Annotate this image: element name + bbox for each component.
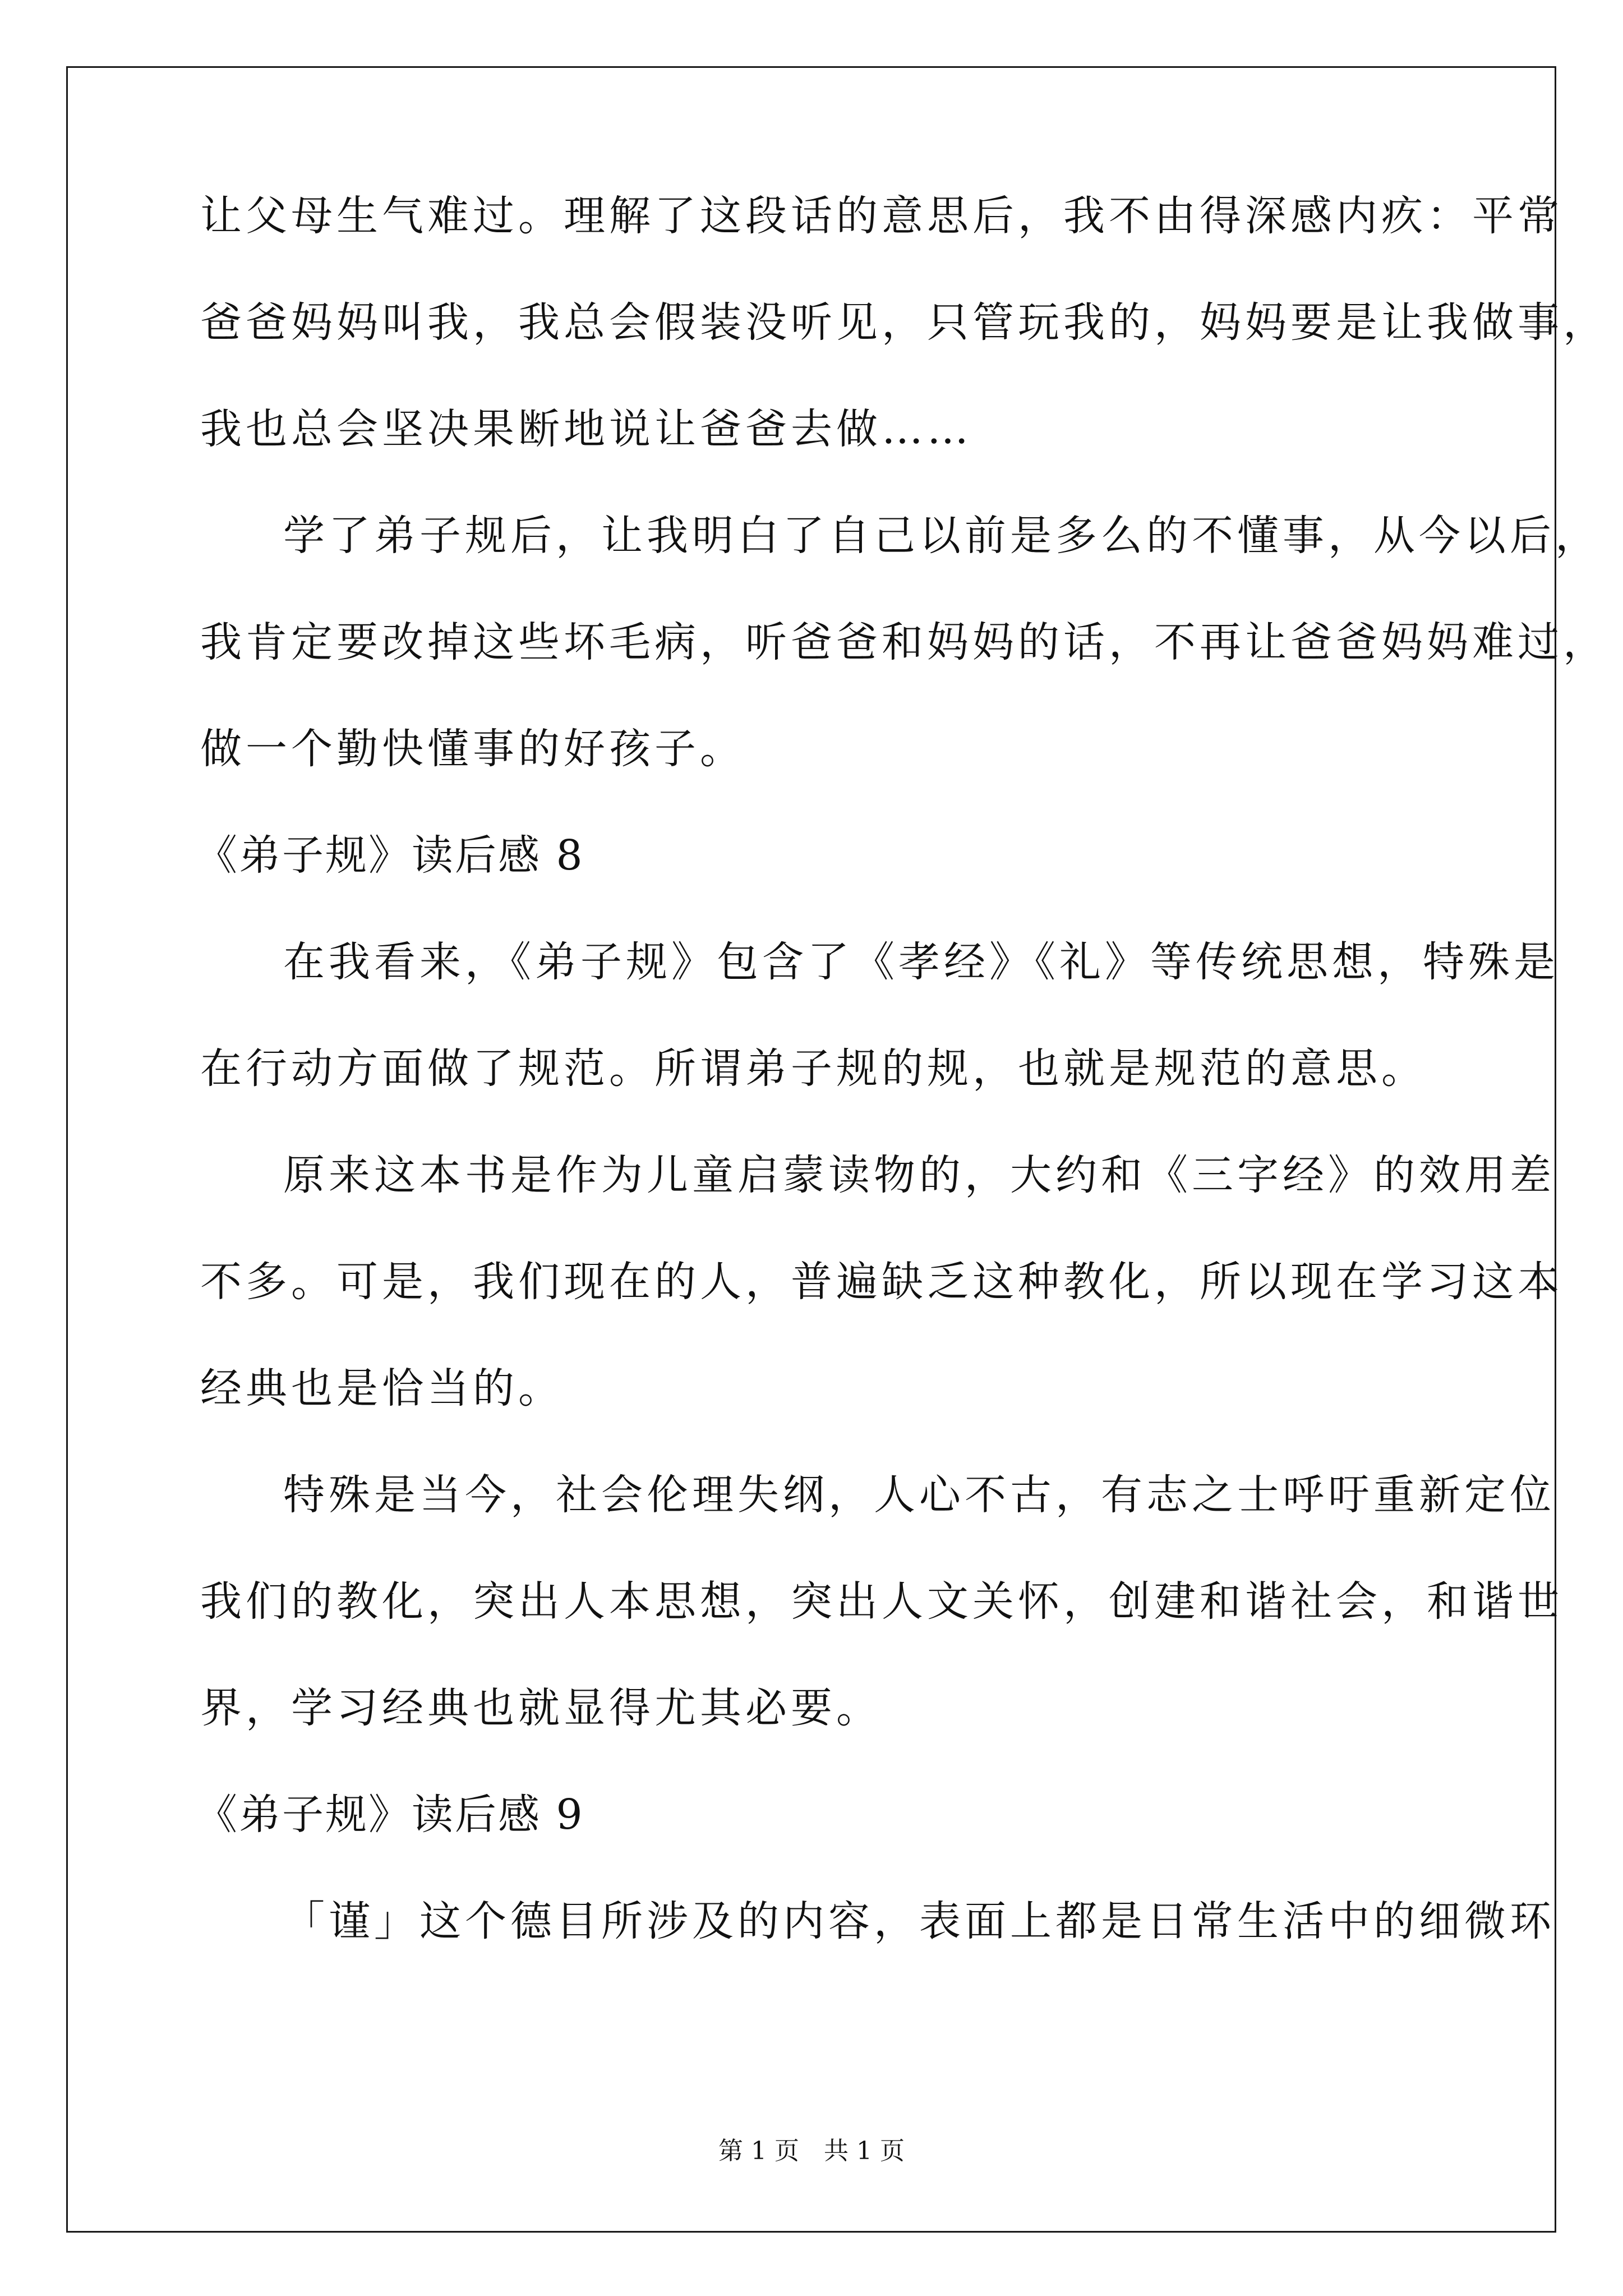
text-line: 界，学习经典也就显得尤其必要。 [200,1684,882,1732]
text-line: 我肯定要改掉这些坏毛病，听爸爸和妈妈的话，不再让爸爸妈妈难过， [200,618,1608,666]
text-line: 做一个勤快懂事的好孩子。 [200,725,745,773]
text-line: 经典也是恰当的。 [200,1364,564,1412]
section-heading: 《弟子规》读后感 9 [196,1791,584,1839]
text-line: 不多。可是，我们现在的人，普遍缺乏这种教化，所以现在学习这本 [200,1258,1563,1306]
text-line: 爸爸妈妈叫我，我总会假装没听见，只管玩我的，妈妈要是让我做事， [200,298,1608,347]
section-heading: 《弟子规》读后感 8 [196,831,584,880]
text-line: 我也总会坚决果断地说让爸爸去做…… [200,405,972,453]
text-line: 原来这本书是作为儿童启蒙读物的，大约和《三字经》的效用差 [283,1151,1555,1199]
text-line: 特殊是当今，社会伦理失纲，人心不古，有志之士呼吁重新定位 [283,1471,1555,1519]
text-line: 「谨」这个德目所涉及的内容，表面上都是日常生活中的细微环 [283,1897,1555,1945]
text-line: 我们的教化，突出人本思想，突出人文关怀，创建和谐社会，和谐世 [200,1577,1563,1626]
text-line: 在我看来，《弟子规》包含了《孝经》《礼》等传统思想，特殊是 [283,938,1559,986]
text-line: 让父母生气难过。理解了这段话的意思后，我不由得深感内疚：平常 [200,192,1563,240]
page-footer: 第 1 页 共 1 页 [718,2137,905,2165]
text-line: 学了弟子规后，让我明白了自己以前是多么的不懂事，从今以后， [283,512,1601,560]
text-line: 在行动方面做了规范。所谓弟子规的规，也就是规范的意思。 [200,1045,1427,1093]
